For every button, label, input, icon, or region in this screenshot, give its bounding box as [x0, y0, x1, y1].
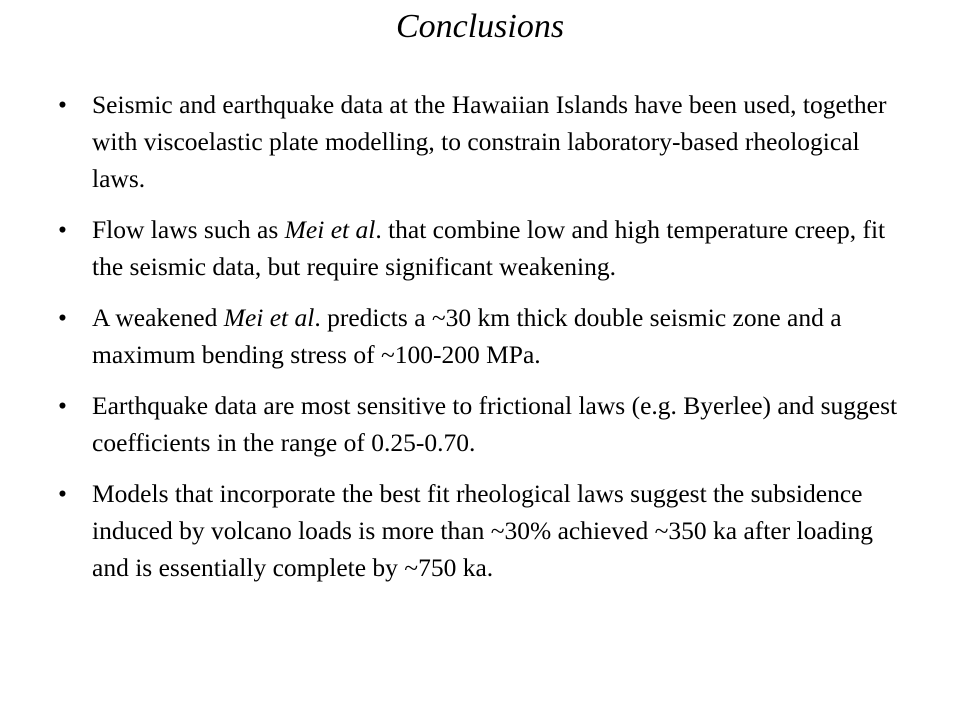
bullet-item	[56, 86, 916, 197]
bullet-item	[56, 475, 916, 586]
bullet-text-part: . that combine low and high temperature creep, fit the seismic data, but require significant weakening.	[92, 215, 886, 281]
bullet-icon: •	[58, 391, 67, 420]
bullet-text	[92, 479, 873, 582]
bullet-text	[92, 90, 886, 193]
bullet-text-part: A weakened	[92, 303, 224, 332]
bullet-text-part: Seismic and earthquake data at the Hawaiian Islands have been used, together with viscoelastic plate modelling, to constrain laboratory-based rheological laws.	[92, 90, 887, 193]
bullet-list	[56, 86, 916, 600]
bullet-icon: •	[58, 215, 67, 244]
bullet-text	[92, 391, 897, 457]
bullet-icon: •	[58, 90, 67, 119]
bullet-text-part: Models that incorporate the best fit rheological laws suggest the subsidence induced by volcano loads is more than ~30% achieved ~350 ka after loading and is essentially complete by ~750 ka.	[92, 479, 874, 582]
bullet-item	[56, 299, 916, 373]
bullet-icon: •	[58, 303, 67, 332]
bullet-item	[56, 387, 916, 461]
bullet-text-part: Earthquake data are most sensitive to frictional laws (e.g. Byerlee) and suggest coefficients in the range of 0.25-0.70.	[92, 391, 898, 457]
citation-italic: Mei et al	[223, 303, 315, 332]
citation-italic: Mei et al	[284, 215, 376, 244]
slide-title: Conclusions	[395, 8, 565, 45]
bullet-text	[92, 215, 885, 281]
bullet-icon: •	[58, 479, 67, 508]
bullet-text	[92, 303, 842, 369]
bullet-text-part: Flow laws such as	[92, 215, 285, 244]
bullet-text-part: . predicts a ~30 km thick double seismic zone and a maximum bending stress of ~100-200 MPa.	[92, 303, 842, 369]
bullet-item	[56, 211, 916, 285]
